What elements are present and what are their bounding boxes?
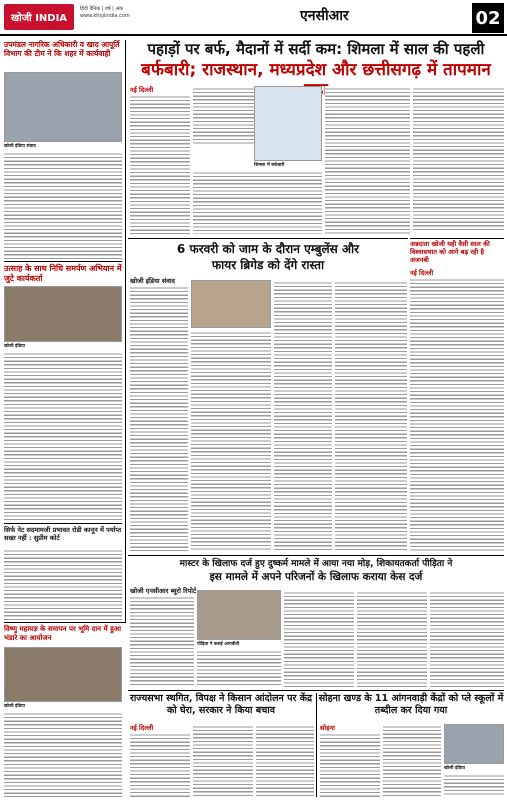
left-story1-body: [4, 151, 122, 259]
newspaper-logo: खोजी INDIA: [4, 4, 74, 30]
left-story1-photo: [4, 72, 122, 142]
bottom-rule: [128, 690, 504, 691]
left-rule-1: [4, 261, 122, 262]
lower-headline-line2: इस मामले में अपने परिजनों के खिलाफ कराया केस दर्ज: [209, 571, 423, 583]
middle-photo: [191, 280, 271, 328]
section-title: एनसीआर: [300, 8, 349, 24]
middle-body-col3: [274, 280, 332, 552]
right-side-title: अन्नदाता खोजी यही वैसी साल की विश्वासघात को आगे बढ़ रही है अजनबी: [410, 240, 490, 264]
lower-headline-line1: मास्टर के खिलाफ दर्ज हुए दुष्कर्म मामले में आया नया मोड़, शिकायतकर्ता पीड़िता ने: [179, 559, 453, 569]
middle-body-col2: [191, 330, 271, 552]
left-story2-photo: [4, 286, 122, 342]
middle-body-col4: [335, 280, 407, 552]
left-story2-caption: खोजी इंडिया: [4, 344, 25, 349]
left-column-divider: [125, 40, 126, 622]
lower-body-col3: [284, 590, 354, 687]
middle-headline-line2: फायर ब्रिगेड को देंगे रास्ता: [211, 258, 325, 272]
lower-body-col5: [430, 590, 504, 687]
main-body-col4: [325, 86, 410, 236]
main-dateline: नई दिल्ली: [130, 86, 154, 94]
left-story2-title: उत्साह के साथ निधि समर्पण अभियान में जुटे कार्यकर्ता: [4, 264, 122, 283]
bottom-left-body: [4, 711, 122, 797]
main-snow-photo: [254, 86, 322, 161]
middle-rule: [128, 238, 408, 239]
right-side-body: [410, 277, 504, 552]
bottom-story2-photo: [444, 724, 504, 764]
bottom-story2-caption: खोजी इंडिया: [444, 766, 465, 771]
main-photo-caption: शिमला में बर्फबारी: [254, 163, 285, 168]
bottom-story2-col1: [320, 732, 380, 797]
lower-rule: [128, 555, 504, 556]
left-story1-title: उपमंडल नागरिक अधिकारी व खाद आपूर्ति विभाग की टीम ने कि शहर में कार्यवाही: [4, 40, 120, 58]
right-rule: [410, 238, 504, 239]
bottom-left-caption: खोजी इंडिया: [4, 704, 25, 709]
main-headline-line2: बर्फबारी; राजस्थान, मध्यप्रदेश और छत्तीसगढ़ में तापमान: [141, 60, 491, 80]
header-meta-line: हिंदी दैनिक | वर्ष | अंक: [80, 6, 124, 12]
middle-byline: खोजी इंडिया संवाद: [130, 277, 175, 285]
main-body-col1: [130, 94, 190, 234]
bottom-story2-dateline: सोहना: [320, 724, 335, 732]
bottom-story1-col2: [193, 724, 253, 797]
main-body-col2: [193, 86, 255, 144]
middle-body-col1: [130, 285, 188, 551]
left-story1-caption: खोजी इंडिया संवाद: [4, 144, 36, 149]
lower-byline: खोजी एनसीआर ब्यूरो रिपोर्ट: [130, 587, 197, 595]
lower-photo: [197, 590, 281, 640]
left-story3-body: [4, 548, 122, 620]
bottom-left-title: विष्णु महायज्ञ के समापन पर भूमि दान में हुआ भंडारे का आयोजन: [4, 625, 121, 642]
bottom-story1-col1: [130, 732, 190, 797]
bottom-story1-col3: [256, 724, 314, 797]
lower-body-col2: [197, 649, 281, 687]
middle-headline-line1: 6 फरवरी को जाम के दौरान एम्बुलेंस और: [176, 242, 360, 256]
lower-photo-caption: पीड़िता ने बताई आपबीती: [197, 642, 240, 647]
lower-body-col4: [357, 590, 427, 687]
main-body-col5: [413, 86, 504, 230]
page-header: [0, 0, 507, 36]
bottom-story2-title: सोहना खण्ड के 11 आंगनवाड़ी केंद्रों को प्ले स्कूलों में तब्दील कर दिया गया: [318, 693, 504, 716]
bottom-left-rule: [4, 622, 126, 623]
main-headline-line1: पहाड़ों पर बर्फ, मैदानों में सर्दी कम: शिमला में साल की पहली: [147, 40, 485, 58]
bottom-story1-dateline: नई दिल्ली: [130, 724, 154, 732]
left-story3-title: सिर्फ नेट सदमामजी प्रभावत रोडी कानून में पर्याप्त सख्त नहीं : सुप्रीम कोर्ट: [4, 526, 122, 542]
page-number: 02: [472, 3, 504, 33]
bottom-story2-col3: [444, 773, 504, 797]
bottom-left-photo: [4, 647, 122, 702]
main-body-col3: [193, 170, 322, 234]
bottom-divider: [316, 693, 317, 797]
bottom-story2-col2: [383, 724, 441, 797]
header-meta: [80, 6, 250, 20]
right-side-dateline: नई दिल्ली: [410, 269, 434, 277]
header-meta-url: www.khojiindia.com: [80, 13, 130, 19]
left-story2-body: [4, 351, 122, 521]
lower-body-col1: [130, 595, 194, 687]
left-rule-2: [4, 523, 122, 524]
bottom-story1-title: राज्यसभा स्थगित, विपक्ष ने किसान आंदोलन पर केंद्र को घेरा, सरकार ने किया बचाव: [129, 693, 313, 716]
